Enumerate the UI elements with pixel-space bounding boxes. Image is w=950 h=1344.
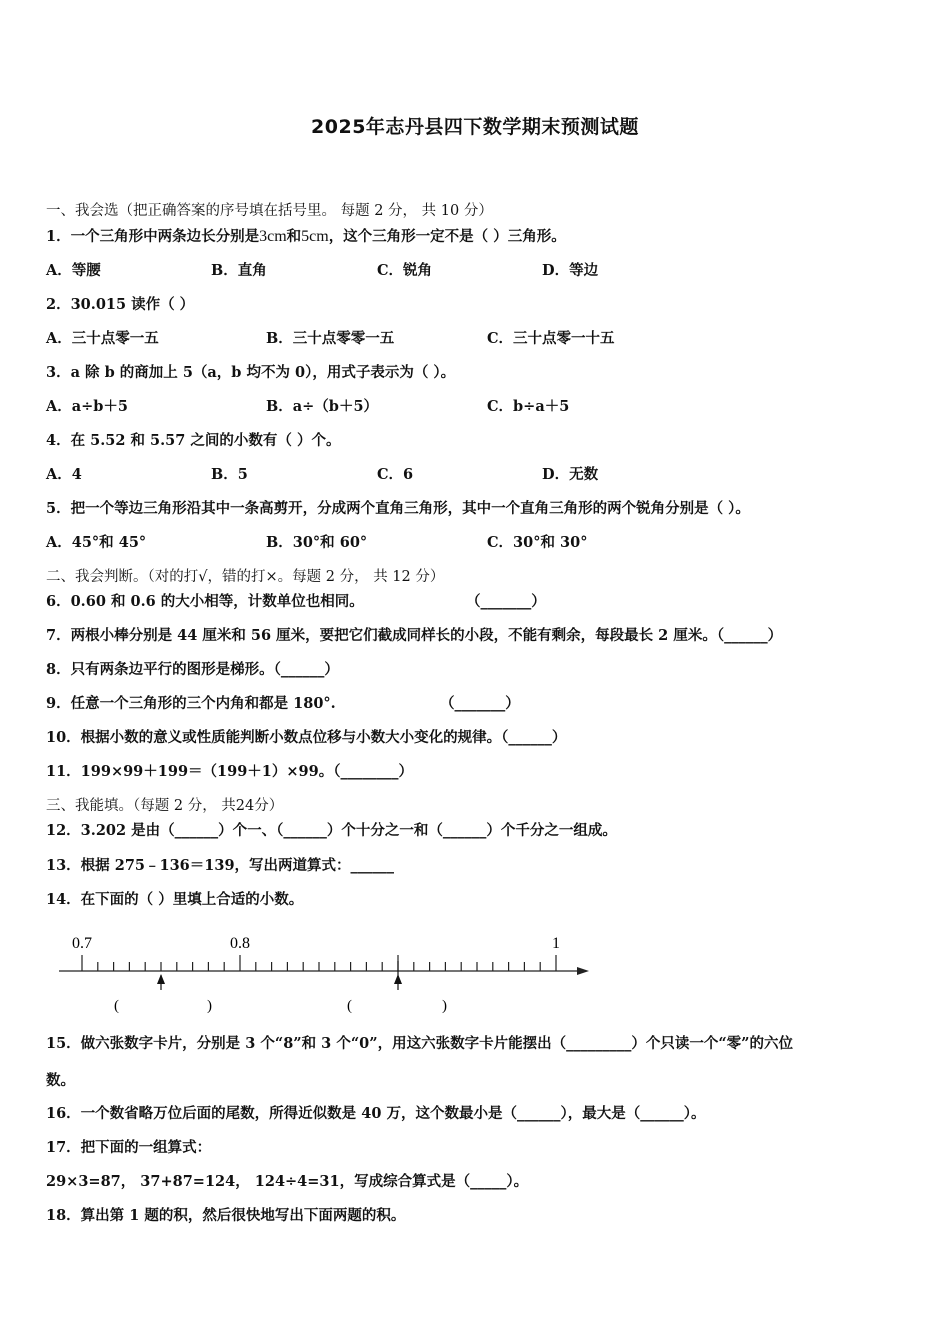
q4-options: [0, 465, 950, 485]
q6-text: 6．0.60 和 0.6 的大小相等，计数单位也相同。: [46, 593, 364, 610]
q4-option-d[interactable]: D．无数: [542, 466, 599, 483]
q3-option-c[interactable]: C．b÷a＋5: [487, 398, 570, 415]
q1-mid: 和: [286, 228, 302, 245]
page-title: 2025年志丹县四下数学期末预测试题: [311, 116, 639, 138]
pointer-left-arrow-icon: [157, 974, 165, 984]
number-line-svg: [55, 928, 600, 1018]
question-7: 7．两根小棒分别是 44 厘米和 56 厘米，要把它们截成同样长的小段，不能有剩余，每段最长 2 厘米。（______）: [46, 627, 783, 644]
question-17: 17．把下面的一组算式：: [46, 1139, 212, 1156]
question-16: 16．一个数省略万位后面的尾数，所得近似数是 40 万，这个数最小是（______），最大是（______）。: [46, 1105, 706, 1122]
paren-right-close[interactable]: ): [442, 998, 447, 1014]
question-13: 13．根据 275﹣136＝139，写出两道算式：______: [46, 857, 395, 874]
section-2-heading: 二、我会判断。（对的打√，错的打×。每题 2 分， 共 12 分）: [46, 569, 445, 585]
label-1: 1: [552, 935, 560, 952]
q9-answer-blank[interactable]: （_______）: [440, 695, 520, 712]
q4-option-b[interactable]: B．5: [211, 466, 248, 483]
q4-option-a[interactable]: A．4: [46, 466, 82, 483]
q1-option-b[interactable]: B．直角: [211, 262, 267, 279]
paren-left-open: (: [114, 998, 119, 1014]
q5-option-a[interactable]: A．45°和 45°: [46, 534, 147, 551]
q1-post: ，这个三角形一定不是（ ）三角形。: [328, 228, 566, 245]
pointer-right-arrow-icon: [394, 974, 402, 984]
number-line-ticks: [82, 955, 556, 971]
q1-measure-2: 5cm: [301, 228, 329, 245]
number-line-arrow: [577, 967, 589, 975]
q5-options: [0, 533, 950, 553]
number-line-figure: [55, 928, 600, 1018]
q1-option-c[interactable]: C．锐角: [377, 262, 433, 279]
q1-option-d[interactable]: D．等边: [542, 262, 599, 279]
label-0-8: 0.8: [230, 935, 250, 952]
q1-option-a[interactable]: A．等腰: [46, 262, 101, 279]
q6-answer-blank[interactable]: （_______）: [466, 593, 546, 610]
question-14: 14．在下面的（ ）里填上合适的小数。: [46, 891, 304, 908]
question-12: 12．3.202 是由（______）个一、（______）个十分之一和（______）个千分之一组成。: [46, 822, 617, 839]
question-6: [0, 592, 950, 612]
q2-options: [0, 329, 950, 349]
question-3: 3．a 除 b 的商加上 5（a，b 均不为 0），用式子表示为（ ）。: [46, 364, 456, 381]
section-3-heading: 三、我能填。（每题 2 分， 共24分）: [46, 798, 284, 814]
paren-right-open: (: [347, 998, 352, 1014]
section-1-heading: 一、我会选（把正确答案的序号填在括号里。 每题 2 分， 共 10 分）: [46, 203, 493, 219]
question-15-cont: 数。: [46, 1072, 75, 1089]
question-10: 10．根据小数的意义或性质能判断小数点位移与小数大小变化的规律。（______）: [46, 729, 567, 746]
q4-option-c[interactable]: C．6: [377, 466, 414, 483]
q3-option-b[interactable]: B．a÷（b＋5）: [266, 398, 379, 415]
question-9: [0, 694, 950, 714]
question-17-equations: 29×3=87， 37+87=124， 124÷4=31，写成综合算式是（_____）。: [46, 1173, 529, 1190]
question-15: 15．做六张数字卡片，分别是 3 个“8”和 3 个“0”，用这六张数字卡片能摆出（_________）个只读一个“零”的六位: [46, 1035, 794, 1052]
paren-left-close[interactable]: ): [207, 998, 212, 1014]
question-4: 4．在 5.52 和 5.57 之间的小数有（ ）个。: [46, 432, 341, 449]
question-2: 2．30.015 读作（ ）: [46, 296, 195, 313]
q3-option-a[interactable]: A．a÷b＋5: [46, 398, 129, 415]
q2-option-c[interactable]: C．三十点零一十五: [487, 330, 615, 347]
q2-option-a[interactable]: A．三十点零一五: [46, 330, 159, 347]
q9-text: 9．任意一个三角形的三个内角和都是 180°.: [46, 695, 336, 712]
question-8: 8．只有两条边平行的图形是梯形。（______）: [46, 661, 339, 678]
question-5: 5．把一个等边三角形沿其中一条高剪开，分成两个直角三角形，其中一个直角三角形的两个锐角分别是（ ）。: [46, 500, 750, 517]
q1-pre: 1．一个三角形中两条边长分别是: [46, 228, 260, 245]
q5-option-c[interactable]: C．30°和 30°: [487, 534, 588, 551]
question-11: 11．199×99＋199＝（199＋1）×99。（________）: [46, 763, 413, 780]
q1-options: [0, 261, 950, 281]
q3-options: [0, 397, 950, 417]
q1-measure-1: 3cm: [259, 228, 287, 245]
question-1: [46, 227, 566, 247]
q5-option-b[interactable]: B．30°和 60°: [266, 534, 368, 551]
question-18: 18．算出第 1 题的积，然后很快地写出下面两题的积。: [46, 1207, 406, 1224]
q2-option-b[interactable]: B．三十点零零一五: [266, 330, 395, 347]
label-0-7: 0.7: [72, 935, 92, 952]
